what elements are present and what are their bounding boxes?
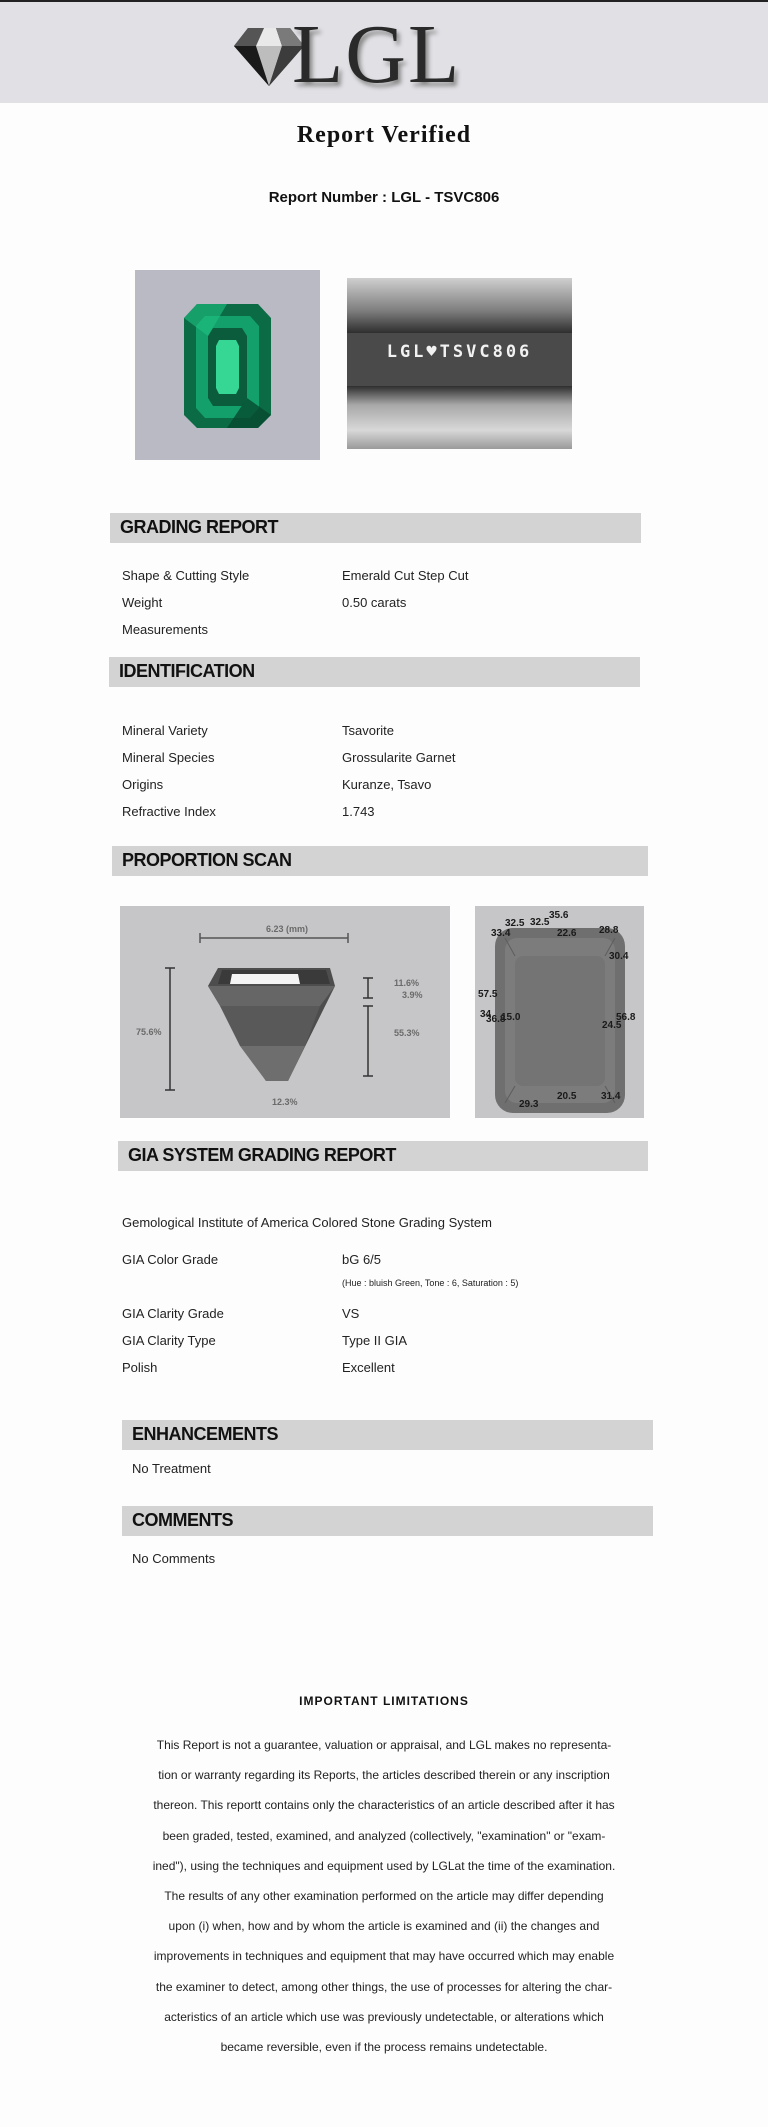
mineral-variety-value: Tsavorite — [342, 723, 395, 738]
gia-color-value: bG 6/5 — [342, 1252, 382, 1267]
grading-report-heading: GRADING REPORT — [110, 513, 641, 543]
comments-heading: COMMENTS — [122, 1506, 653, 1536]
enhancements-heading: ENHANCEMENTS — [122, 1420, 653, 1450]
facet-label: 24.5 — [602, 1020, 622, 1031]
limitations-line: This Report is not a guarantee, valuation or appraisal, and LGL makes no representa- — [156, 1738, 612, 1752]
limitations-line: The results of any other examination performed on the article may differ depending — [164, 1889, 604, 1904]
page-title: Report Verified — [296, 122, 472, 148]
shape-label: Shape & Cutting Style — [122, 568, 250, 583]
facet-label: 56.8 — [616, 1012, 636, 1023]
report-number: Report Number : LGL - TSVC806 — [268, 189, 500, 206]
polish-value: Excellent — [342, 1360, 395, 1375]
lgl-logo[interactable] — [234, 8, 486, 101]
proportion-side-view — [120, 906, 450, 1118]
origins-value: Kuranze, Tsavo — [342, 777, 432, 792]
identification-heading: IDENTIFICATION — [109, 657, 640, 687]
gem-photo — [135, 270, 320, 460]
total-depth-label: 75.6% — [136, 1027, 162, 1037]
limitations-line: ined"), using the techniques and equipment used by LGLat the time of the examination. — [152, 1858, 616, 1873]
limitations-line: thereon. This reportt contains only the characteristics of an article described after it has — [153, 1798, 615, 1813]
limitations-line: tion or warranty regarding its Reports, the articles described therein or any inscription — [158, 1768, 610, 1783]
width-label: 6.23 (mm) — [266, 924, 309, 934]
weight-value: 0.50 carats — [342, 595, 407, 610]
gia-clarity-type-value: Type II GIA — [342, 1333, 408, 1348]
polish-label: Polish — [122, 1360, 158, 1375]
mineral-variety-label: Mineral Variety — [122, 723, 208, 738]
gia-intro: Gemological Institute of America Colored Stone Grading System — [122, 1215, 492, 1230]
facet-label: 32.5 — [505, 918, 525, 929]
enhancements-text: No Treatment — [132, 1461, 211, 1476]
limitations-line: the examiner to detect, among other things, the use of processes for altering the char- — [155, 1979, 613, 1994]
gia-heading: GIA SYSTEM GRADING REPORT — [118, 1141, 648, 1171]
facet-label: 20.5 — [557, 1091, 577, 1102]
refractive-index-value: 1.743 — [342, 804, 375, 819]
pavilion-label: 55.3% — [394, 1028, 420, 1038]
limitations-line: acteristics of an article which use was previously undetectable, or alterations which — [164, 2009, 604, 2024]
facet-label: 29.3 — [519, 1099, 539, 1110]
limitations-line: upon (i) when, how and by whom the article is examined and (ii) the changes and — [168, 1919, 600, 1934]
facet-label: 33.4 — [491, 928, 511, 939]
comments-text: No Comments — [132, 1551, 216, 1566]
limitations-body — [117, 1730, 651, 2062]
crown-label-1: 11.6% — [394, 978, 420, 988]
limitations-line: been graded, tested, examined, and analyzed (collectively, "examination" or "exam- — [162, 1828, 606, 1843]
mineral-species-value: Grossularite Garnet — [342, 750, 456, 765]
gia-clarity-grade-value: VS — [342, 1306, 360, 1321]
logo-text: LGL — [292, 8, 462, 101]
header-banner — [0, 2, 768, 103]
inscription-text: LGL♥TSVC806 — [386, 342, 533, 362]
inscription-photo — [347, 278, 572, 449]
facet-label: 31.4 — [601, 1091, 621, 1102]
crown-label-2: 3.9% — [402, 990, 423, 1000]
facet-label: 57.5 — [478, 989, 498, 1000]
refractive-index-label: Refractive Index — [122, 804, 216, 819]
facet-label: 22.6 — [557, 928, 577, 939]
gia-clarity-type-label: GIA Clarity Type — [122, 1333, 216, 1348]
limitations-line: improvements in techniques and equipment that may have occurred which may enable — [153, 1949, 615, 1964]
gia-color-label: GIA Color Grade — [122, 1252, 219, 1267]
culet-label: 12.3% — [272, 1097, 298, 1107]
facet-label: 35.6 — [549, 910, 569, 921]
facet-label: 32.5 — [530, 917, 550, 928]
measurements-label: Measurements — [122, 622, 208, 637]
origins-label: Origins — [122, 777, 164, 792]
facet-label: 28.8 — [599, 925, 619, 936]
facet-label: 34 — [480, 1009, 492, 1020]
limitations-title: IMPORTANT LIMITATIONS — [299, 1694, 469, 1708]
proportion-scan-heading: PROPORTION SCAN — [112, 846, 648, 876]
shape-value: Emerald Cut Step Cut — [342, 568, 469, 583]
mineral-species-label: Mineral Species — [122, 750, 215, 765]
facet-label: 15.0 — [501, 1012, 521, 1023]
facet-label: 36.8 — [486, 1014, 506, 1025]
gia-clarity-grade-label: GIA Clarity Grade — [122, 1306, 224, 1321]
gia-color-note: (Hue : bluish Green, Tone : 6, Saturation : 5) — [342, 1278, 519, 1288]
proportion-top-view — [475, 906, 644, 1118]
weight-label: Weight — [122, 595, 163, 610]
facet-label: 30.4 — [609, 951, 629, 962]
limitations-line: became reversible, even if the process remains undetectable. — [220, 2040, 548, 2055]
